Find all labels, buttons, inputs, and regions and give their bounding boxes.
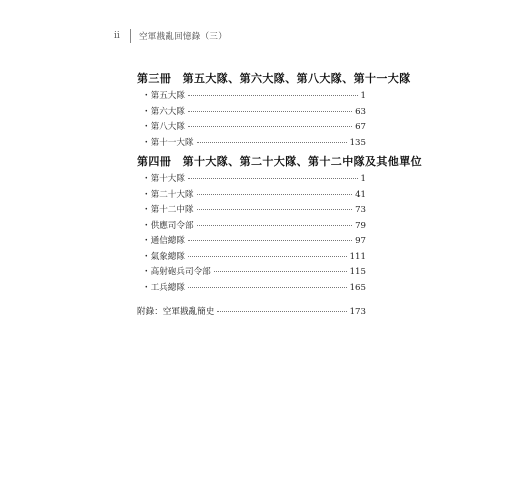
toc-entry [137,234,366,250]
entry-page: 41 [355,189,366,200]
entry-page: 79 [355,220,366,231]
entry-page: 1 [360,174,366,184]
toc-entry [137,172,366,188]
toc-entry [137,89,366,105]
entry-page: 135 [349,137,366,148]
entry-label: ・第十二中隊 [142,205,194,215]
dot-leader [188,126,352,127]
entry-page: 63 [355,106,366,117]
toc-entry [137,265,366,281]
page-number: ii [114,31,120,41]
entry-page: 97 [355,236,366,246]
entry-label: ・氣象總隊 [142,251,185,262]
dot-leader [197,209,352,210]
entry-label: ・高射砲兵司令部 [142,267,211,277]
dot-leader [197,194,352,195]
entry-page: 115 [349,267,366,277]
dot-leader [188,111,352,112]
dot-leader [197,142,347,143]
toc-section-volume-4 [137,152,422,296]
appendix-label: 附錄：空軍戡亂簡史 [137,307,215,317]
dot-leader [188,95,358,96]
entry-page: 111 [349,251,366,262]
entry-label: ・第十一大隊 [142,137,194,148]
entry-label: ・第八大隊 [142,122,185,132]
entry-label: ・第十大隊 [142,174,185,184]
toc-entry [137,105,366,121]
dot-leader [217,311,346,312]
toc-appendix-entry [137,304,366,320]
running-header [114,28,227,44]
entry-label: ・第五大隊 [142,91,185,101]
dot-leader [188,240,352,241]
entry-page: 1 [360,91,366,101]
appendix-page: 173 [349,307,366,317]
dot-leader [188,287,347,288]
section-title: 第四冊 第十大隊、第二十大隊、第十二中隊及其他單位 [137,155,422,168]
dot-leader [214,271,347,272]
entry-page: 165 [349,282,366,293]
book-title: 空軍戡亂回憶錄（三） [139,32,228,42]
entry-label: ・供應司令部 [142,220,194,231]
dot-leader [188,256,347,257]
toc-entry [137,120,366,136]
dot-leader [188,178,358,179]
dot-leader [197,225,352,226]
section-title: 第三冊 第五大隊、第六大隊、第八大隊、第十一大隊 [137,72,411,85]
toc-entry [137,136,366,152]
entry-label: ・第六大隊 [142,106,185,117]
entry-page: 73 [355,205,366,215]
toc-entry [137,203,366,219]
entry-label: ・第二十大隊 [142,189,194,200]
entry-label: ・工兵總隊 [142,282,185,293]
toc-section-volume-3 [137,69,411,151]
entry-page: 67 [355,122,366,132]
toc-entry [137,281,366,297]
entry-label: ・通信總隊 [142,236,185,246]
toc-entry [137,188,366,204]
toc-entry [137,250,366,266]
header-divider [130,29,131,43]
toc-entry [137,219,366,235]
